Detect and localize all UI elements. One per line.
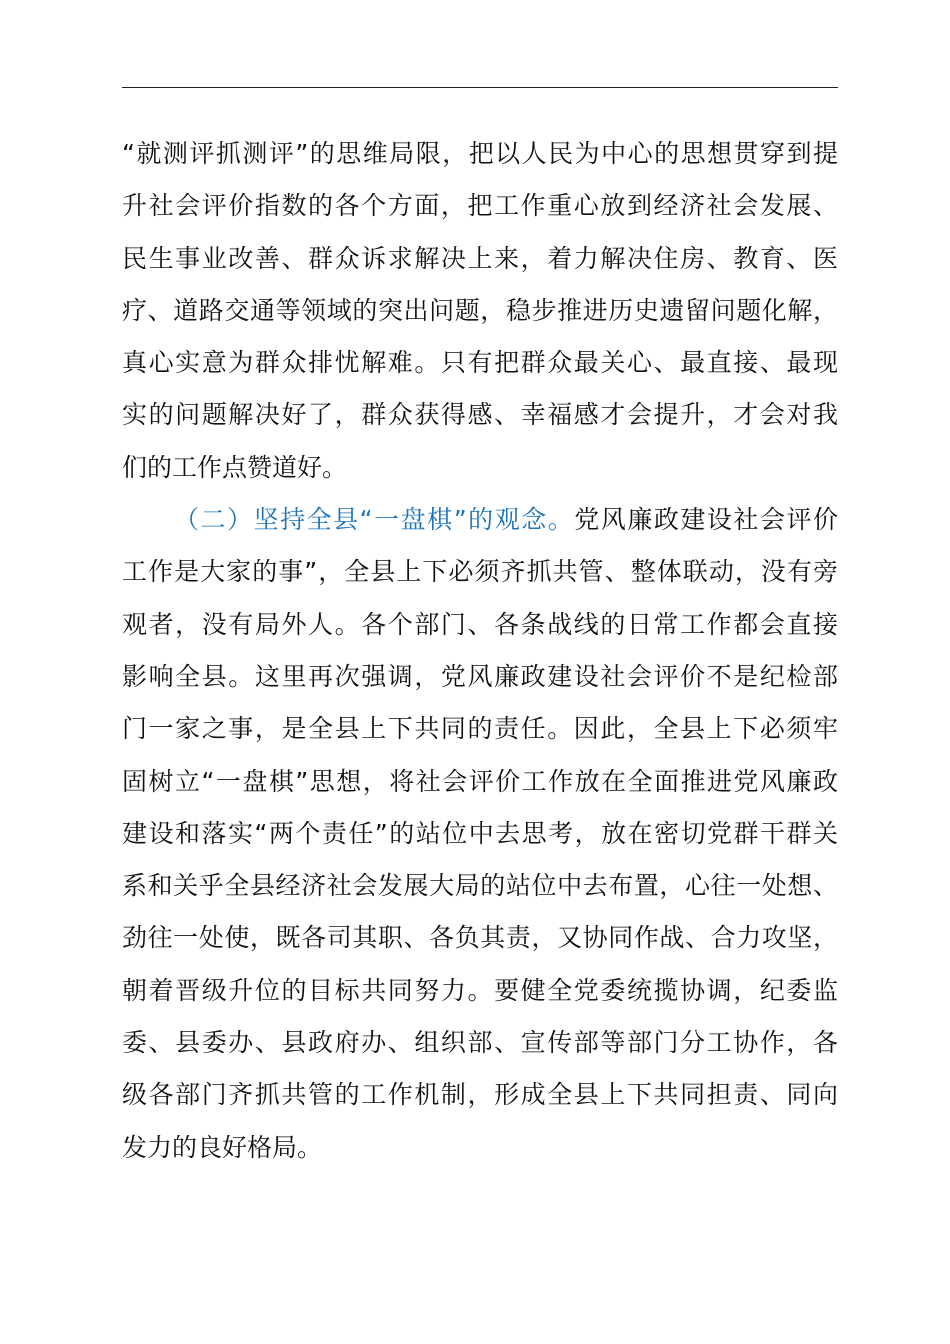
- text-line-first: [122, 494, 838, 546]
- text-line: 升社会评价指数的各个方面，把工作重心放到经济社会发展、: [122, 191, 838, 221]
- header-rule: [122, 87, 838, 88]
- body-text: [122, 128, 838, 1174]
- text-line: 系和关乎全县经济社会发展大局的站位中去布置，心往一处想、: [122, 871, 838, 901]
- paragraph-2: [122, 494, 838, 1174]
- text-line: 影响全县。这里再次强调，党风廉政建设社会评价不是纪检部: [122, 661, 838, 691]
- text-line: 级各部门齐抓共管的工作机制，形成全县上下共同担责、同向: [122, 1080, 838, 1110]
- text-line: “就测评抓测评”的思维局限，把以人民为中心的思想贯穿到提: [122, 139, 838, 168]
- text-line: 委、县委办、县政府办、组织部、宣传部等部门分工协作，各: [122, 1028, 838, 1058]
- text-line: 们的工作点赞道好。: [122, 452, 348, 482]
- text-line: 实的问题解决好了，群众获得感、幸福感才会提升，才会对我: [122, 400, 838, 430]
- text-line: 观者，没有局外人。各个部门、各条战线的日常工作都会直接: [122, 609, 838, 639]
- text-line: 建设和落实“两个责任”的站位中去思考，放在密切党群干群关: [122, 818, 838, 848]
- text-line: 民生事业改善、群众诉求解决上来，着力解决住房、教育、医: [122, 243, 838, 273]
- section-heading: （二）坚持全县“一盘棋”的观念。: [174, 505, 575, 535]
- text-line-rest: 党风廉政建设社会评价: [574, 505, 838, 535]
- text-line: 工作是大家的事”，全县上下必须齐抓共管、整体联动，没有旁: [122, 557, 838, 587]
- paragraph-1: [122, 128, 838, 494]
- text-line: 门一家之事，是全县上下共同的责任。因此，全县上下必须牢: [122, 714, 838, 744]
- text-line: 发力的良好格局。: [122, 1132, 323, 1162]
- text-line: 朝着晋级升位的目标共同努力。要健全党委统揽协调，纪委监: [122, 975, 838, 1005]
- text-line: 固树立“一盘棋”思想，将社会评价工作放在全面推进党风廉政: [122, 766, 838, 796]
- text-line: 真心实意为群众排忧解难。只有把群众最关心、最直接、最现: [122, 348, 838, 378]
- text-line: 劲往一处使，既各司其职、各负其责，又协同作战、合力攻坚，: [122, 923, 838, 953]
- text-line: 疗、道路交通等领域的突出问题，稳步推进历史遗留问题化解，: [122, 295, 838, 325]
